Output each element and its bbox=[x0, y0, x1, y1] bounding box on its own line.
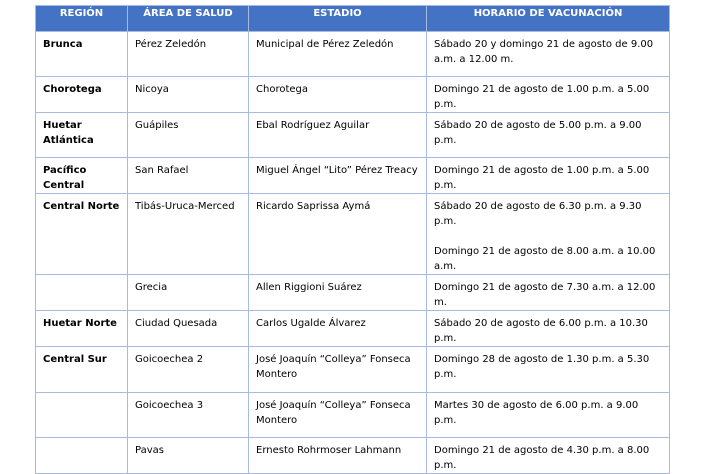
header-schedule: HORARIO DE VACUNACIÓN bbox=[427, 6, 670, 32]
cell-stadium: Miguel Ángel “Lito” Pérez Treacy bbox=[249, 158, 427, 194]
table-row bbox=[36, 393, 670, 438]
cell-region bbox=[36, 393, 128, 438]
cell-area: Tibás-Uruca-Merced bbox=[128, 194, 249, 275]
cell-region: Central Sur bbox=[36, 347, 128, 393]
table-row bbox=[36, 311, 670, 347]
cell-stadium: Municipal de Pérez Zeledón bbox=[249, 32, 427, 77]
cell-schedule bbox=[427, 393, 670, 438]
cell-area: Ciudad Quesada bbox=[128, 311, 249, 347]
table-row bbox=[36, 194, 670, 275]
cell-region bbox=[36, 438, 128, 474]
table-row bbox=[36, 32, 670, 77]
table-row bbox=[36, 347, 670, 393]
cell-area: Pérez Zeledón bbox=[128, 32, 249, 77]
header-row bbox=[36, 6, 670, 32]
schedule-entry: Domingo 21 de agosto de 1.00 p.m. a 5.00 p.m. bbox=[434, 165, 650, 191]
cell-stadium: José Joaquín “Colleya” Fonseca Montero bbox=[249, 393, 427, 438]
cell-area: Goicoechea 3 bbox=[128, 393, 249, 438]
table-row bbox=[36, 438, 670, 474]
vaccination-schedule-table bbox=[35, 5, 670, 474]
table-row bbox=[36, 158, 670, 194]
cell-region: Brunca bbox=[36, 32, 128, 77]
header-area: ÁREA DE SALUD bbox=[128, 6, 249, 32]
schedule-entry: Domingo 21 de agosto de 1.00 p.m. a 5.00 p.m. bbox=[434, 84, 650, 110]
header-stadium: ESTADIO bbox=[249, 6, 427, 32]
cell-area: Guápiles bbox=[128, 113, 249, 158]
cell-region: Huetar Atlántica bbox=[36, 113, 128, 158]
cell-area: San Rafael bbox=[128, 158, 249, 194]
schedule-entry: Sábado 20 de agosto de 6.30 p.m. a 9.30 p.m. bbox=[434, 201, 642, 227]
cell-schedule bbox=[427, 113, 670, 158]
schedule-entry: Domingo 28 de agosto de 1.30 p.m. a 5.30 p.m. bbox=[434, 354, 650, 380]
cell-schedule bbox=[427, 311, 670, 347]
table-row bbox=[36, 113, 670, 158]
cell-stadium: Carlos Ugalde Álvarez bbox=[249, 311, 427, 347]
cell-stadium: José Joaquín “Colleya” Fonseca Montero bbox=[249, 347, 427, 393]
header-region: REGIÓN bbox=[36, 6, 128, 32]
cell-region bbox=[36, 275, 128, 311]
schedule-entry: Martes 30 de agosto de 6.00 p.m. a 9.00 p.m. bbox=[434, 400, 639, 426]
cell-schedule bbox=[427, 347, 670, 393]
table-body bbox=[36, 32, 670, 474]
cell-schedule bbox=[427, 194, 670, 275]
cell-region: Chorotega bbox=[36, 77, 128, 113]
table-row bbox=[36, 77, 670, 113]
cell-stadium: Ebal Rodríguez Aguilar bbox=[249, 113, 427, 158]
cell-schedule bbox=[427, 77, 670, 113]
cell-schedule bbox=[427, 275, 670, 311]
cell-region: Central Norte bbox=[36, 194, 128, 275]
cell-stadium: Ernesto Rohrmoser Lahmann bbox=[249, 438, 427, 474]
cell-stadium: Chorotega bbox=[249, 77, 427, 113]
cell-schedule bbox=[427, 32, 670, 77]
table-header bbox=[36, 6, 670, 32]
schedule-entry: Domingo 21 de agosto de 4.30 p.m. a 8.00 p.m. bbox=[434, 445, 650, 471]
cell-area: Goicoechea 2 bbox=[128, 347, 249, 393]
schedule-entry: Domingo 21 de agosto de 8.00 a.m. a 10.00 a.m. bbox=[434, 246, 656, 272]
cell-schedule bbox=[427, 158, 670, 194]
cell-stadium: Allen Riggioni Suárez bbox=[249, 275, 427, 311]
schedule-entry: Domingo 21 de agosto de 7.30 a.m. a 12.00 m. bbox=[434, 282, 656, 308]
cell-region: Pacífico Central bbox=[36, 158, 128, 194]
cell-region: Huetar Norte bbox=[36, 311, 128, 347]
schedule-entry: Sábado 20 de agosto de 5.00 p.m. a 9.00 p.m. bbox=[434, 120, 642, 146]
table-row bbox=[36, 275, 670, 311]
cell-schedule bbox=[427, 438, 670, 474]
cell-stadium: Ricardo Saprissa Aymá bbox=[249, 194, 427, 275]
cell-area: Grecia bbox=[128, 275, 249, 311]
schedule-entry: Sábado 20 y domingo 21 de agosto de 9.00 a.m. a 12.00 m. bbox=[434, 39, 654, 65]
cell-area: Pavas bbox=[128, 438, 249, 474]
cell-area: Nicoya bbox=[128, 77, 249, 113]
schedule-entry: Sábado 20 de agosto de 6.00 p.m. a 10.30 p.m. bbox=[434, 318, 648, 344]
